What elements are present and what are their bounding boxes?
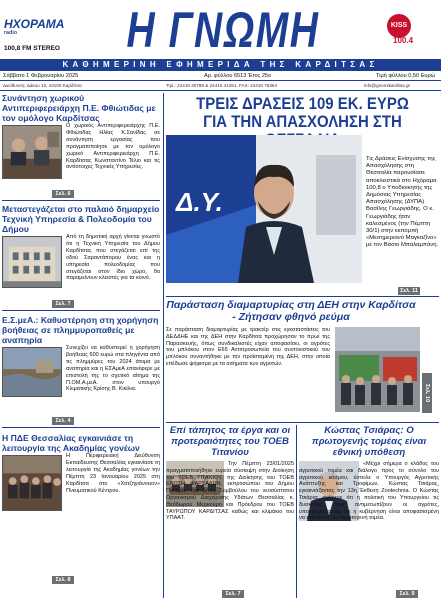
middle-headline[interactable]: Παράσταση διαμαρτυρίας στη ΔΕΗ στην Καρδίτσα - Ζήτησαν φθηνό ρεύμα [166, 299, 416, 323]
brief-3-title[interactable]: Ε.Σ.μεΑ.: Καθυστέρηση στη χορήγηση βοήθειας σε πλημμυροπαθείς με αναπηρία [2, 315, 159, 345]
brief-2-title[interactable]: Μεταστεγάζεται στο παλαιό δημαρχείο Τεχνική Υπηρεσία & Πολεοδομία του Δήμου [2, 204, 160, 234]
kiss-radio-logo [385, 14, 425, 54]
middle-page-badge[interactable]: Σελ. 10 [422, 373, 432, 413]
radio-brand: ΗΧΟΡΑΜΑ [4, 17, 65, 31]
brief-4-page-badge[interactable]: Σελ. 8 [52, 576, 74, 584]
kiss-frequency: 100.4 [393, 36, 414, 45]
kiss-brand: KISS [387, 14, 411, 38]
brief-1-body: Ο χωρικός Αντιπεριφερειάρχης Π.Ε. Φθιώτιδας Ηλίας Κ.Σανίδας σε συνάντηση εργασίας που πραγματοποίησε με τον ομόλογο χωρικό Αντιπεριφερειάρχη Π.Ε. Καρδίτσας Κωνσταντίνο Τέλιο και τις αντίστοιχες Τεχνικές Υπηρεσίες. [66, 123, 160, 171]
dypa-logo-text: Δ.Υ. [176, 187, 223, 217]
brief-4-body: Η Περιφερειακή Διεύθυνση Εκπαίδευσης Θεσσαλίας εγκαινίασε τη λειτουργία της Ακαδημίας γονέων την Πέμπτη 23 Ιανουαρίου 2025 στη Καρδίτσα στο «Χατζηγιάννειον» Πνευματικού Κέντρου. [66, 453, 160, 494]
tsiaras-body: «Μέχρι σήμερα ο κλάδος του αγροτικού τομέα και διάλογο προς το σύνολο του αγροτικού κόσμου, έστειλε ο Υπουργός Αγροτικής Ανάπτυξης και Τροφίμων, Κώστας Τσιάρας, εγκαινιάζοντας την 13η Έκθεση Zootechnia. Ο Κώστας Τσιάρας ανέφερε ότι η πολιτική του Υπουργείου τις δυσκολίες που αντιμετωπίζουν οι αγρότες, υπογραμμίζοντας ότι η κυβέρνηση είναι αποφασισμένη να ενισχύσει τον πρωτογενή τομέα. [299, 461, 439, 522]
brief-2-body: Από τη δημοτική αρχή γίνεται γνωστό ότι η Τεχνική Υπηρεσία του Δήμου Καρδίτσας που στεγάζεται επί της οδού Σαραντάπορου ένας και η υπηρεσία πολεοδομίας που στεγάζεται στον ίδιο χώρο, θα παραμείνουν κλειστές για τα κοινό. [66, 234, 160, 282]
brief-divider [2, 310, 160, 311]
lead-photo [166, 135, 362, 283]
sidebar-briefs [2, 93, 160, 598]
brief-3-body: Συνεχίζει να καθυστερεί η χορήγηση βοήθειας 600 ευρώ στα πληγέντα από τις πλημμύρες του 2024 άτομα με αναπηρία και η ΕΣΑμεΑ επανέφερε με επιστολή της το σχετικό αίτημα της Π.ΟΜ.Α.μεΑ. στον υπουργό Κλιματικής Κρίσης Β. Κικίλια. [66, 345, 160, 393]
toev-body: Την Πέμπτη 23/01/2025 πραγματοποιήθηκε ευρεία σύσκεψη στην Διοίκηση του ΤΟΕΒ ΤΙΤΑΝΙΟΥ, της Διοίκησης του ΤΟΕΒ ΕΝΩΣΗ ΦΑΡΣΑΛΩΝ, εκπροσώπου του Δήμου Παλαμά, του Δ/ντη Συμβούλου του νεοσύστατου Οργανισμού Διαχείρισης Υδάτων Θεσσαλίας κ. Θεόδωρου Μερκούρη και Πρόεδρου του ΤΟΕΒ ΤΑΥΡΩΠΟΥ ΚΑΡΔΙΤΣΑΣ καθώς και κλιμάκιο του ΥΠΑΑΤ. [166, 461, 294, 522]
toev-headline[interactable]: Επί τάπητος τα έργα και οι προτεραιότητες του ΤΟΕΒ Τιτανίου [169, 425, 291, 458]
masthead [0, 0, 441, 78]
tsiaras-page-badge[interactable]: Σελ. 9 [396, 590, 418, 598]
middle-photo [335, 327, 420, 412]
brief-1[interactable] [2, 93, 160, 181]
brief-3-page-badge[interactable]: Σελ. 4 [52, 417, 74, 425]
lead-headline[interactable]: ΤΡΕΙΣ ΔΡΑΣΕΙΣ 109 ΕΚ. ΕΥΡΩ ΓΙΑ ΤΗΝ ΑΠΑΣΧΟΛΗΣΗ ΣΤΗ [196, 94, 409, 131]
brief-2-page-badge[interactable]: Σελ. 7 [52, 300, 74, 308]
contact-info-row [0, 81, 441, 91]
lead-body: Τις Δράσεις Ενίσχυσης της Απασχόλησης στη Θεσσαλία παρουσίασε αποκλειστικά στο Ηχόραμα 100,8 ο Υποδιοικητής της Δημόσιας Υπηρεσίας Απασχόλησης (ΔΥΠΑ) Βασίλης Γεωργιάδης. Ο κ. Γεωργιάδης ήταν καλεσμένος (την Πέμπτη 30/1) στην εκπομπή «Μεσημεριανό Μαγκαζίνο» με τον Βάσιο Μπαλαμπάνη. [366, 156, 439, 249]
brief-3[interactable] [2, 315, 160, 399]
issue-price: Τιμή φύλλου 0,50 Ευρώ [376, 73, 436, 79]
issue-date: Σάββατο 1 Φεβρουαρίου 2025 [3, 73, 79, 79]
brief-1-page-badge[interactable]: Σελ. 6 [52, 190, 74, 198]
brief-divider [2, 427, 160, 428]
bottom-column-rule [296, 425, 297, 598]
brief-2[interactable] [2, 204, 160, 290]
tsiaras-headline[interactable]: Κώστας Τσιάρας: Ο πρωτογενής τομέας είναι εθνική υπόθεση [311, 425, 427, 458]
issue-info-row [0, 71, 441, 81]
email[interactable]: info@gnomikarditsa.gr [364, 83, 411, 88]
toev-story[interactable] [166, 425, 294, 458]
brief-4-photo [2, 455, 62, 511]
brief-1-photo [2, 125, 62, 179]
phones: Τηλ.: 24410 40789 & 24410 41251, FAX: 24410 75364 [166, 83, 278, 88]
brief-divider [2, 200, 160, 201]
toev-page-badge[interactable]: Σελ. 7 [222, 590, 244, 598]
tsiaras-body-wrap [299, 461, 439, 522]
section-divider [166, 422, 439, 423]
newspaper-title: Η ΓΝΩΜΗ [126, 2, 320, 58]
brief-2-photo [2, 236, 62, 288]
brief-4[interactable] [2, 433, 160, 513]
ichorama-radio-logo [4, 17, 65, 64]
address: Διεύθυνση: Δάκου 10, 43100 Καρδίτσα [3, 83, 82, 88]
brief-1-title[interactable]: Συνάντηση χωρικού Αντιπεριφερειάρχη Π.Ε. Φθιώτιδας με τον ομόλογο Καρδίτσας [2, 93, 156, 123]
tagline-band: ΚΑΘΗΜΕΡΙΝΗ ΕΦΗΜΕΡΙΔΑ ΤΗΣ ΚΑΡΔΙΤΣΑΣ [0, 59, 441, 71]
radio-brand-sub: radio [4, 30, 18, 36]
issue-number: Αρ. φύλλου 6513 Έτος 25ο [204, 73, 272, 79]
middle-body: Σε παράσταση διαμαρτυρίας με τρακτέρ στις εγκαταστάσεις του ΔΕΔΔΗΕ και της ΔΕΗ στην Καρδίτσα προχώρησαν το πρωί της Παρασκευής, όπως συνδικαλιστές είχαν αποφασίσει, οι αγρότες του μπλόκου στον Ε65 Αντιπροσωπεία του συντονιστικού του μπλόκου συναντήθηκε με την προϊσταμένη της ΔΕΗ, στην οποία επέδωσε ψήφισμα με τα αιτήματα των αγροτών. [166, 327, 330, 367]
lead-page-badge[interactable]: Σελ. 11 [398, 287, 420, 295]
brief-4-title[interactable]: Η ΠΔΕ Θεσσαλίας εγκαινιάσε τη λειτουργία της Ακαδημίας γονέων [2, 433, 140, 453]
column-rule [163, 93, 164, 598]
radio-frequency: 100,8 FM STEREO [4, 45, 60, 52]
brief-3-photo [2, 347, 62, 397]
toev-body-wrap [166, 461, 294, 522]
section-divider [166, 296, 439, 297]
tsiaras-story[interactable] [299, 425, 439, 458]
